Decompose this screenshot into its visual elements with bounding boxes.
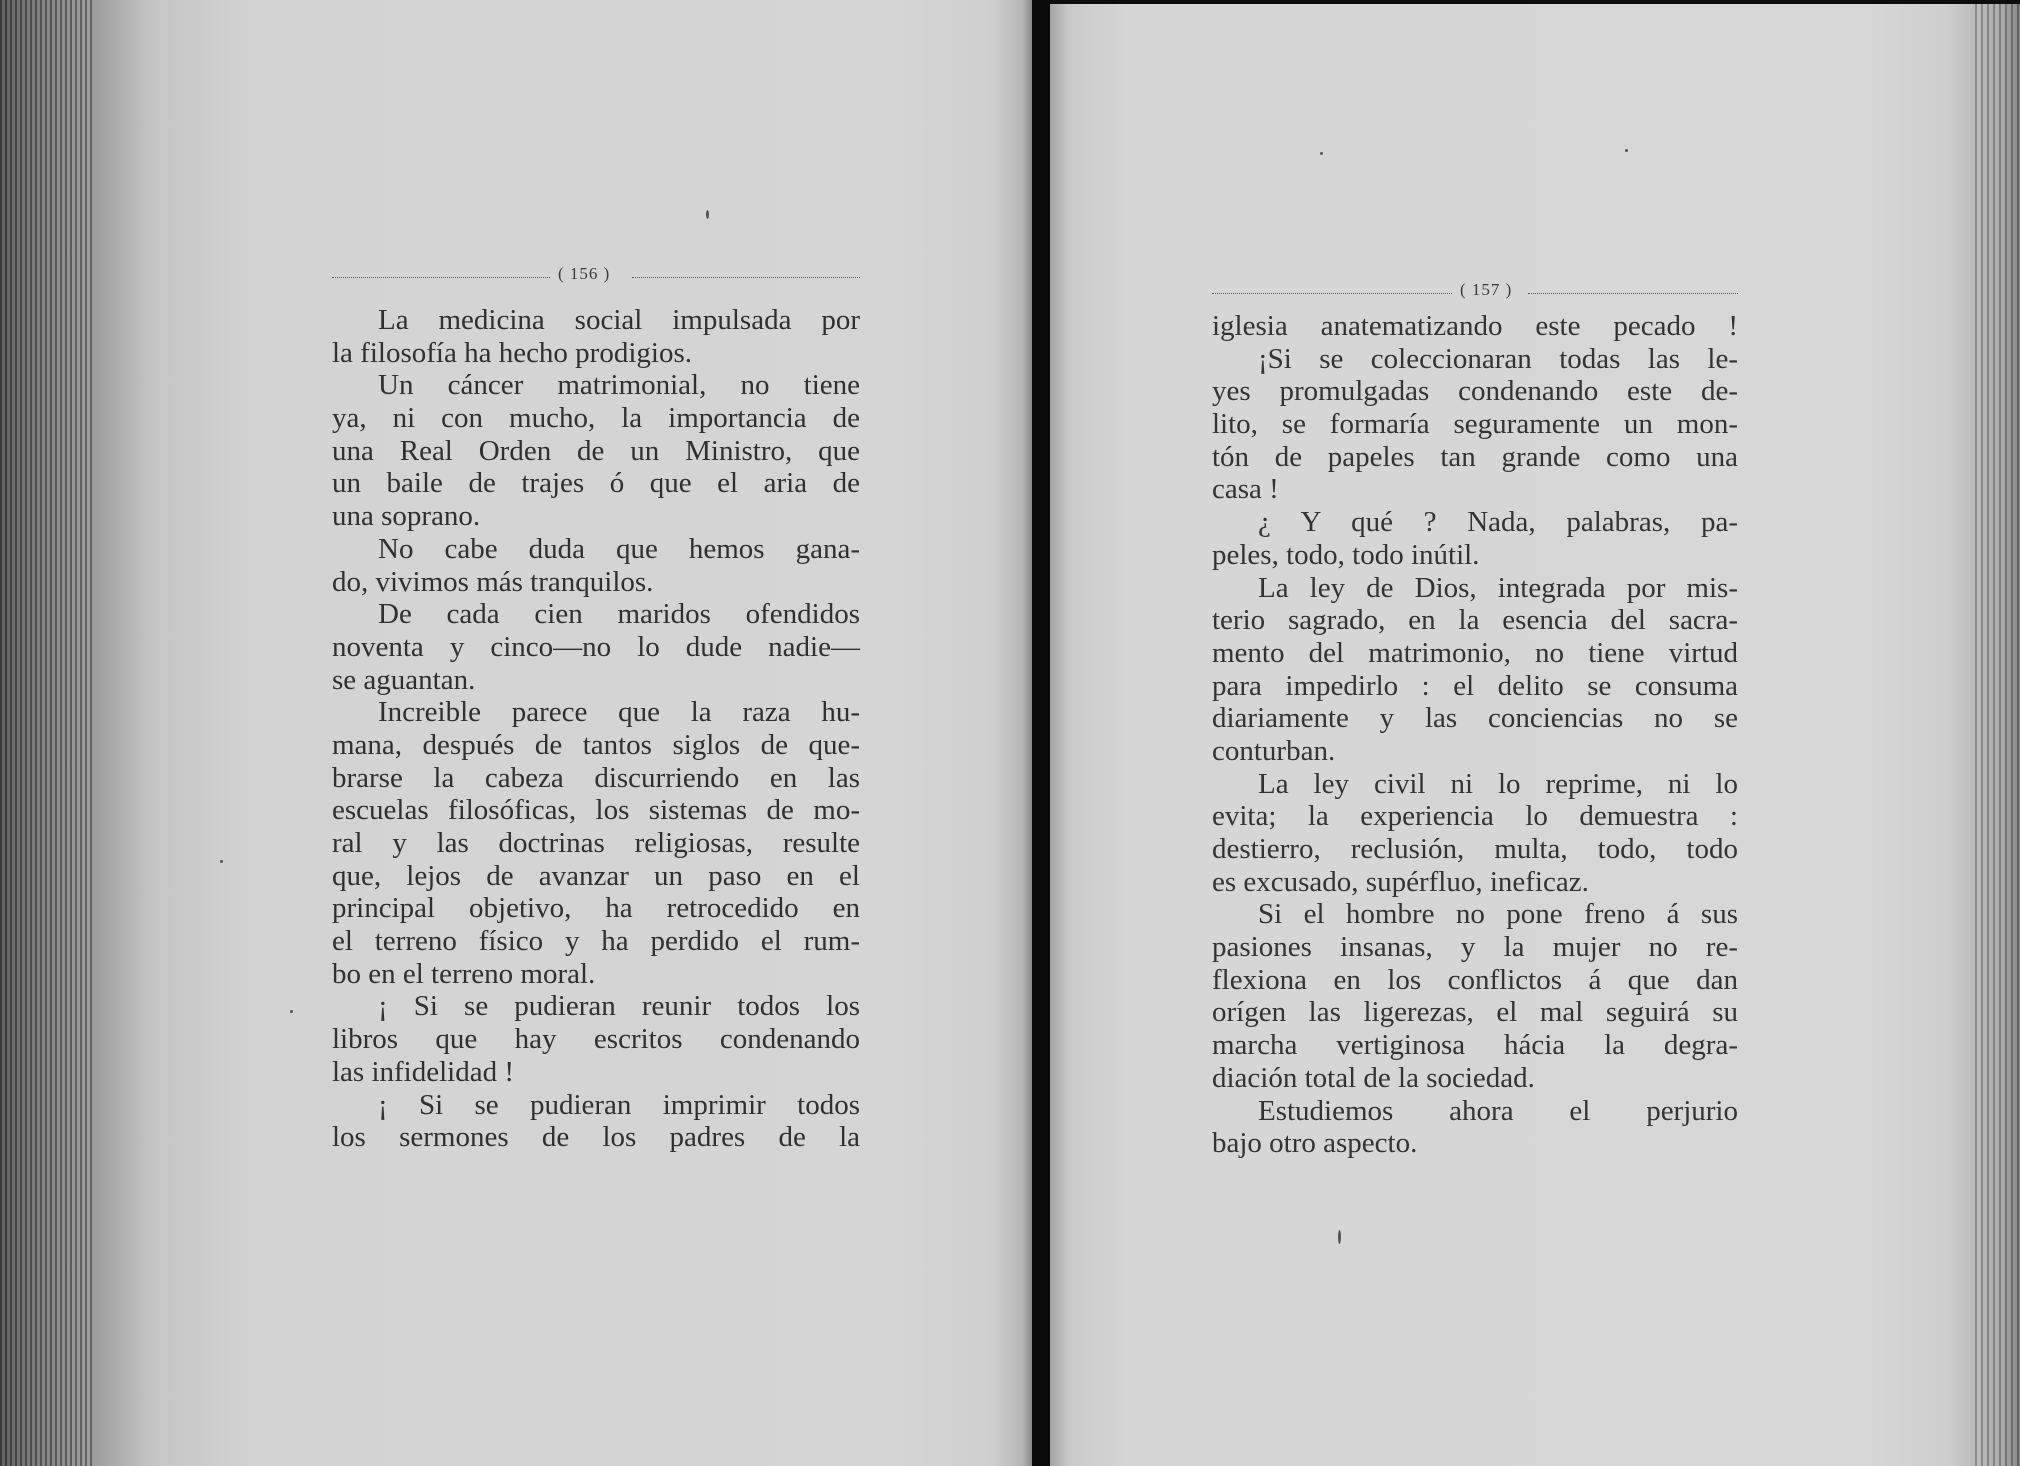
left-page-text-line: ya, ni con mucho, la importancia de (332, 402, 860, 435)
left-page-text-line: No cabe duda que hemos gana- (378, 532, 860, 565)
right-page-number: ( 157 ) (1460, 280, 1513, 299)
left-page-text-line: el terreno físico y ha perdido el rum- (332, 925, 860, 958)
right-page-text-line: Estudiemos ahora el perjurio (1258, 1094, 1738, 1127)
right-page-text-line: lito, se formaría seguramente un mon- (1212, 408, 1738, 441)
left-page-text-line: las infidelidad ! (332, 1055, 515, 1088)
left-page-text-line: ¡ Si se pudieran reunir todos los (378, 990, 860, 1023)
right-page-text-line: para impedirlo : el delito se consuma (1212, 669, 1738, 702)
left-page-text-line: un baile de trajes ó que el aria de (332, 467, 860, 500)
left-page-text-line: ¡ Si se pudieran imprimir todos (378, 1088, 860, 1121)
right-header-rule-left (1212, 293, 1452, 294)
left-page-text-line: mana, después de tantos siglos de que- (332, 728, 860, 761)
right-page-text-line: es excusado, supérfluo, ineficaz. (1212, 865, 1589, 898)
left-page-text-line: Increible parece que la raza hu- (378, 696, 860, 729)
left-header-rule-right (632, 277, 860, 278)
left-page-text-line: libros que hay escritos condenando (332, 1023, 860, 1056)
right-page-header (1212, 280, 1738, 300)
left-page-text-line: que, lejos de avanzar un paso en el (332, 859, 860, 892)
right-page-text-line: yes promulgadas condenando este de- (1212, 375, 1738, 408)
right-page-text-line: orígen las ligerezas, el mal seguirá su (1212, 996, 1738, 1029)
left-page-text-line: do, vivimos más tranquilos. (332, 565, 654, 598)
right-page-text-line: marcha vertiginosa hácia la degra- (1212, 1029, 1738, 1062)
right-page-text-line: Si el hombre no pone freno á sus (1258, 898, 1738, 931)
left-page-body (332, 304, 860, 1154)
left-page-number: ( 156 ) (558, 264, 611, 283)
right-page-text-line: diación total de la sociedad. (1212, 1061, 1535, 1094)
left-page-text-line: ral y las doctrinas religiosas, resulte (332, 827, 860, 859)
left-page-text-line: una Real Orden de un Ministro, que (332, 434, 860, 467)
left-header-rule-left (332, 277, 550, 278)
right-page-text-line: peles, todo, todo inútil. (1212, 538, 1480, 571)
right-page-text-line: ¿ Y qué ? Nada, palabras, pa- (1258, 506, 1738, 539)
right-page-text-line: evita; la experiencia lo demuestra : (1212, 800, 1738, 833)
right-page-text-line: casa ! (1212, 473, 1279, 506)
right-page-text-line: destierro, reclusión, multa, todo, todo (1212, 833, 1738, 865)
right-page-text-line: flexiona en los conflictos á que dan (1212, 963, 1738, 996)
left-page-text-line: bo en el terreno moral. (332, 957, 596, 990)
left-page-text-line: De cada cien maridos ofendidos (378, 598, 860, 631)
left-page-text-line: una soprano. (332, 500, 481, 533)
book-gutter (1032, 0, 1050, 1466)
right-page-text-line: La ley de Dios, integrada por mis- (1258, 571, 1738, 604)
paper-speck (706, 210, 709, 219)
left-page-text-line: los sermones de los padres de la (332, 1121, 860, 1154)
left-page-header (332, 264, 860, 284)
paper-speck (1320, 152, 1323, 155)
left-page-text-line: la filosofía ha hecho prodigios. (332, 336, 692, 369)
left-page-text-line: La medicina social impulsada por (378, 304, 860, 336)
right-page-text-line: pasiones insanas, y la mujer no re- (1212, 931, 1738, 964)
left-page-text-line: principal objetivo, ha retrocedido en (332, 892, 860, 925)
right-page-body (1212, 310, 1738, 1160)
right-page-text-line: tón de papeles tan grande como una (1212, 440, 1738, 473)
right-page-text-line: ¡Si se coleccionaran todas las le- (1258, 342, 1738, 375)
left-page-text-line: brarse la cabeza discurriendo en las (332, 761, 860, 794)
right-page-text-line: diariamente y las conciencias no se (1212, 702, 1738, 735)
left-page-text-line: noventa y cinco—no lo dude nadie— (332, 630, 860, 663)
left-page-text-line: Un cáncer matrimonial, no tiene (378, 369, 860, 402)
paper-speck (1338, 1230, 1341, 1244)
right-header-rule-right (1528, 293, 1738, 294)
paper-speck (1625, 149, 1628, 152)
right-page-text-line: mento del matrimonio, no tiene virtud (1212, 636, 1738, 669)
right-page-text-line: iglesia anatematizando este pecado ! (1212, 310, 1738, 342)
right-page-text-line: La ley civil ni lo reprime, ni lo (1258, 767, 1738, 800)
left-page-text-line: se aguantan. (332, 663, 476, 696)
paper-speck (220, 860, 223, 863)
right-page-text-line: conturban. (1212, 734, 1336, 767)
paper-speck (290, 1010, 293, 1013)
right-page-text-line: bajo otro aspecto. (1212, 1127, 1418, 1160)
right-page-text-line: terio sagrado, en la esencia del sacra- (1212, 604, 1738, 637)
left-page-text-line: escuelas filosóficas, los sistemas de mo- (332, 794, 860, 827)
